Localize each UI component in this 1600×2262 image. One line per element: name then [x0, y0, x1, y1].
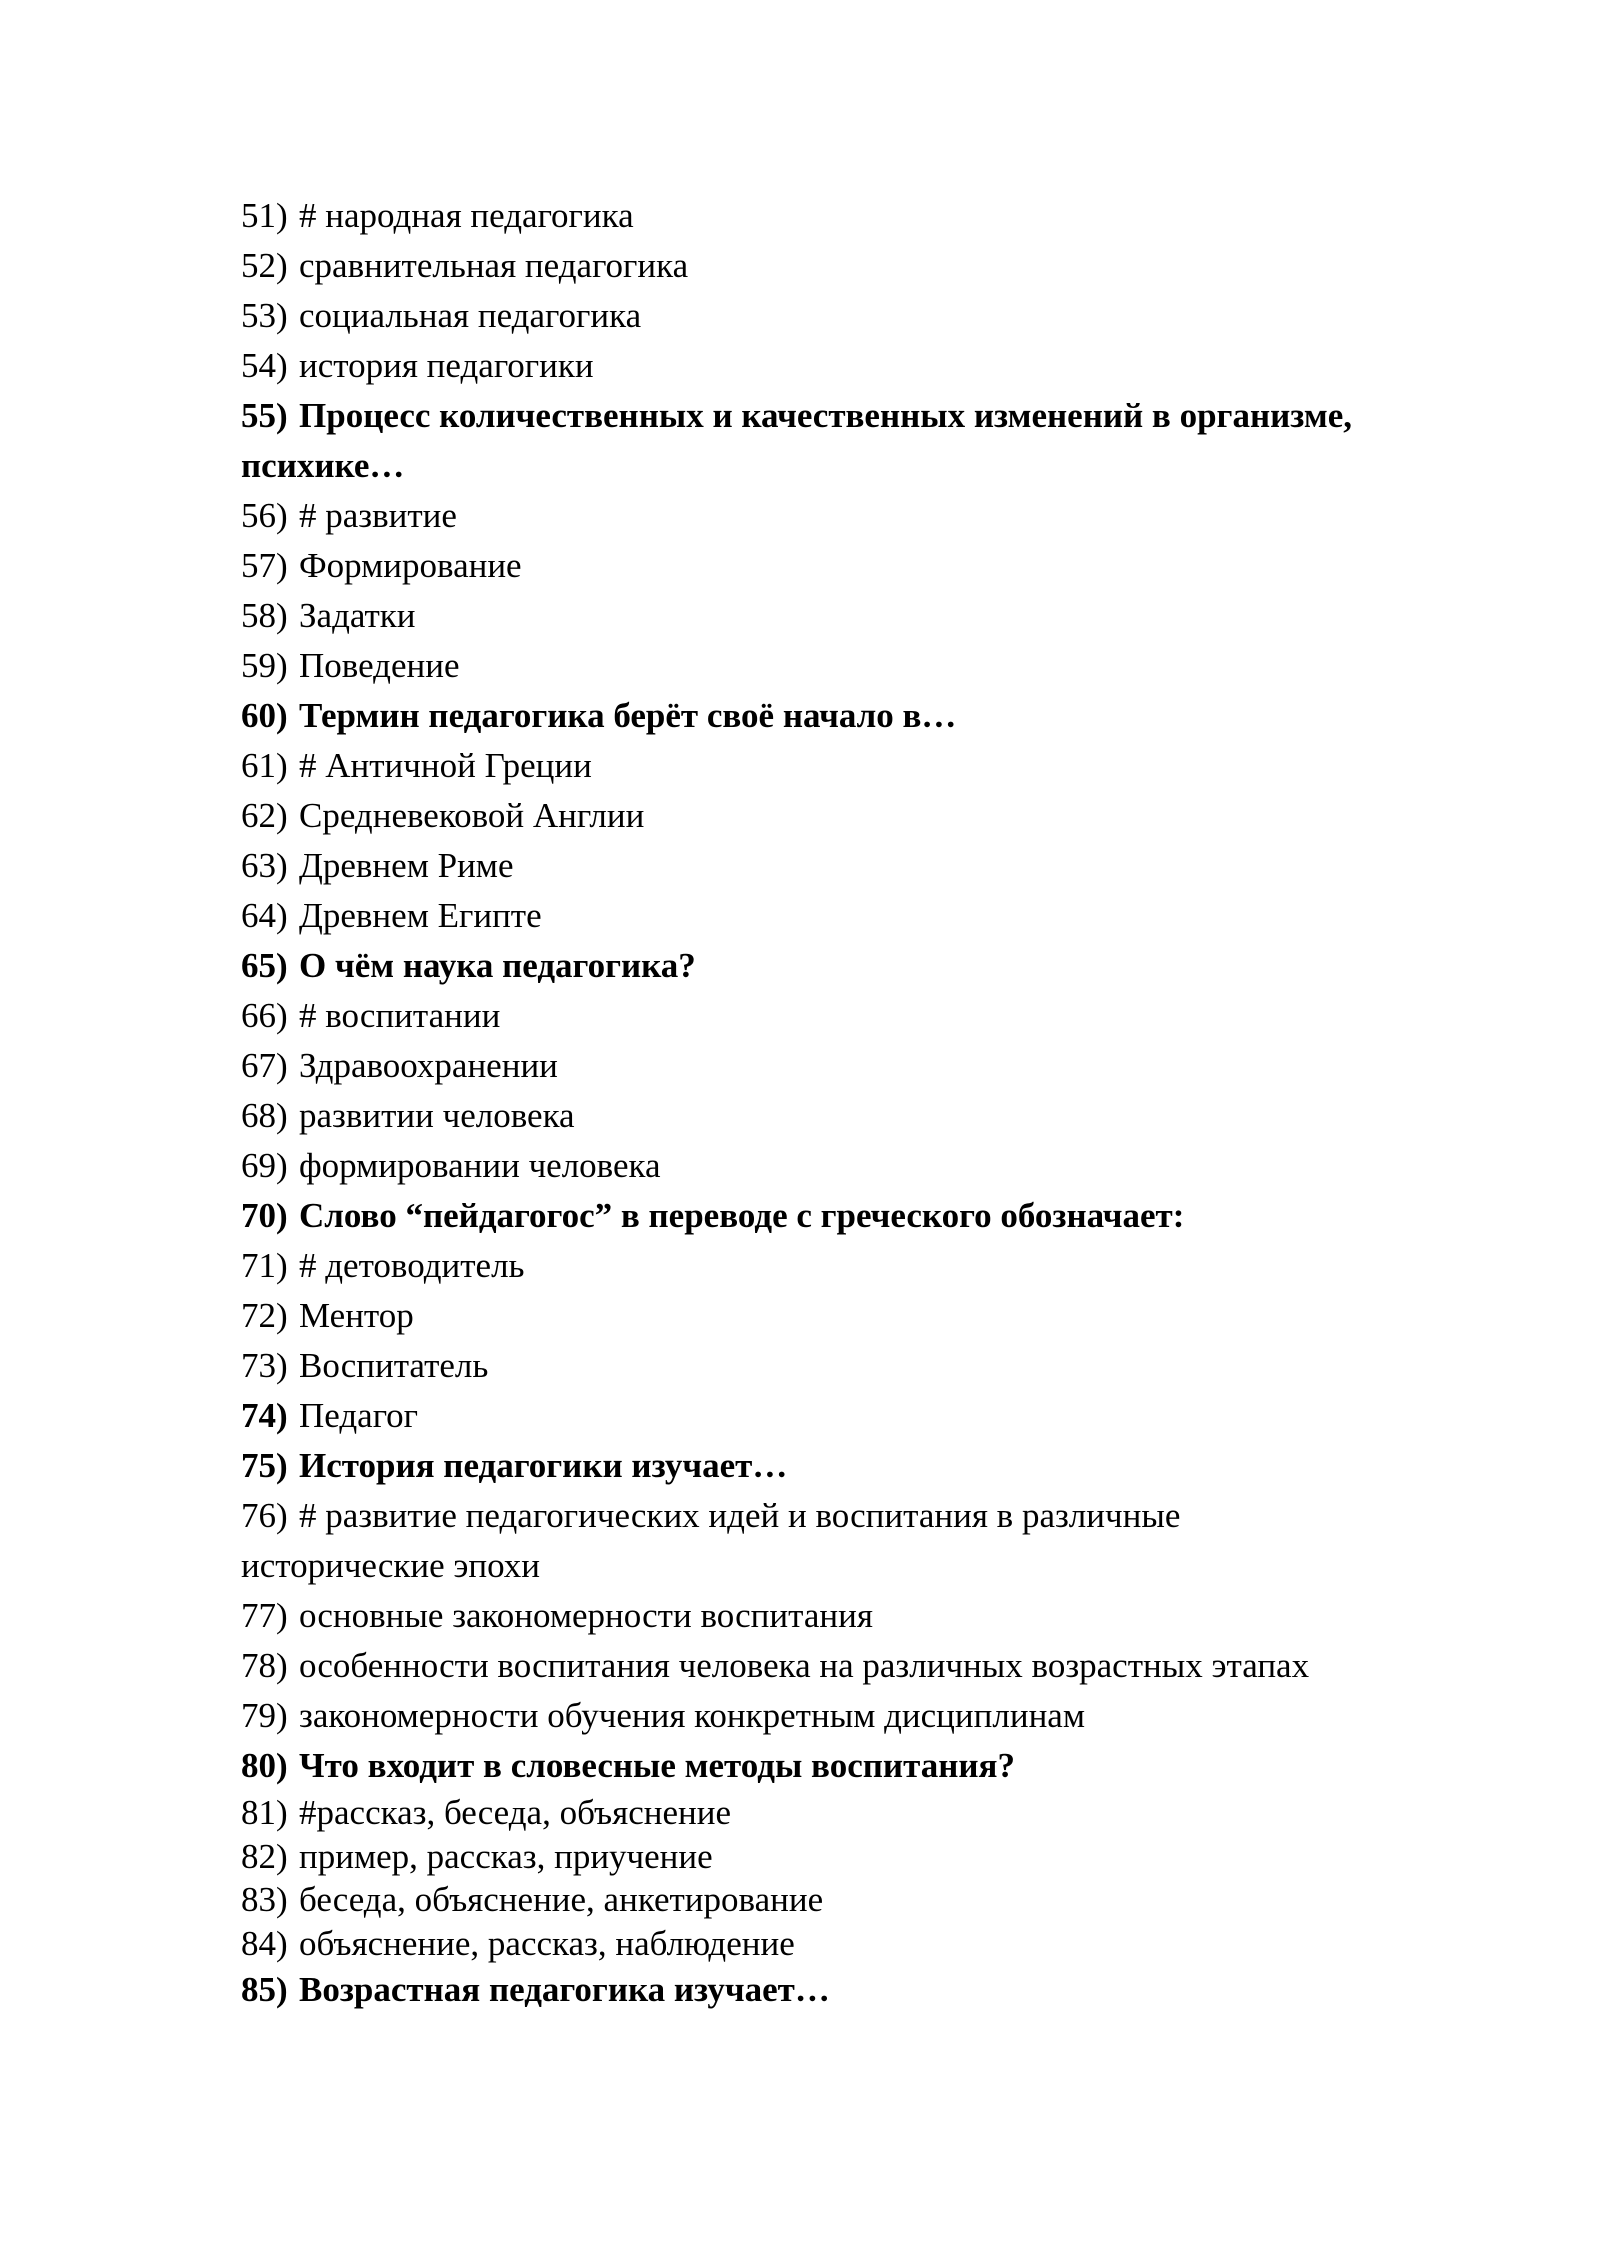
item-text: # развитие педагогических идей и воспитания в различные исторические эпохи [241, 1496, 1181, 1585]
item-number: 63) [241, 846, 288, 885]
item-text: Формирование [299, 546, 522, 585]
item-number: 81) [241, 1793, 288, 1832]
answer-option [241, 991, 1391, 1041]
item-text: Задатки [299, 596, 416, 635]
question-text: Термин педагогика берёт своё начало в… [299, 696, 957, 735]
item-text: Воспитатель [299, 1346, 489, 1385]
answer-option [241, 641, 1391, 691]
item-number: 84) [241, 1923, 288, 1963]
item-number: 85) [241, 1970, 288, 2009]
item-text: формировании человека [299, 1146, 661, 1185]
item-text: объяснение, рассказ, наблюдение [299, 1923, 795, 1963]
item-text: беседа, объяснение, анкетирование [299, 1880, 824, 1919]
question [241, 1191, 1391, 1241]
question [241, 1441, 1391, 1491]
item-number: 60) [241, 696, 288, 735]
item-number: 78) [241, 1646, 288, 1685]
answer-option [241, 241, 1391, 291]
item-text: # Античной Греции [299, 746, 592, 785]
answer-option [241, 841, 1391, 891]
item-text: # развитие [299, 496, 457, 535]
item-number: 73) [241, 1346, 288, 1385]
answer-option [241, 1341, 1391, 1391]
item-text: Древнем Египте [299, 896, 542, 935]
item-text: основные закономерности воспитания [299, 1596, 873, 1635]
item-text: Педагог [299, 1396, 419, 1435]
item-number: 68) [241, 1096, 288, 1135]
item-text: Здравоохранении [299, 1046, 558, 1085]
item-text: социальная педагогика [299, 296, 642, 335]
item-number: 51) [241, 196, 288, 235]
answer-option [241, 1391, 1391, 1441]
question [241, 941, 1391, 991]
answer-option [241, 741, 1391, 791]
item-text: # народная педагогика [299, 196, 634, 235]
item-number: 56) [241, 496, 288, 535]
answer-option [241, 491, 1391, 541]
item-number: 67) [241, 1046, 288, 1085]
answer-option [241, 291, 1391, 341]
answer-option [241, 541, 1391, 591]
item-number: 55) [241, 396, 288, 435]
item-number: 72) [241, 1296, 288, 1335]
item-text: закономерности обучения конкретным дисциплинам [299, 1696, 1085, 1735]
item-number: 53) [241, 296, 288, 335]
answer-option [241, 791, 1391, 841]
question [241, 1965, 1391, 2015]
answer-option [241, 1241, 1391, 1291]
item-number: 54) [241, 346, 288, 385]
item-text: # детоводитель [299, 1246, 525, 1285]
item-number: 75) [241, 1446, 288, 1485]
question-text: Возрастная педагогика изучает… [299, 1970, 830, 2009]
question-text: Процесс количественных и качественных изменений в организме, психике… [241, 396, 1352, 485]
answer-option [241, 1878, 1391, 1922]
item-text: Поведение [299, 646, 460, 685]
item-number: 69) [241, 1146, 288, 1185]
item-number: 62) [241, 796, 288, 835]
item-text: история педагогики [299, 346, 594, 385]
item-number: 64) [241, 896, 288, 935]
answer-option [241, 1591, 1391, 1641]
item-number: 80) [241, 1746, 288, 1785]
item-text: развитии человека [299, 1096, 575, 1135]
answer-option [241, 1835, 1391, 1879]
item-text: Ментор [299, 1296, 414, 1335]
item-text: #рассказ, беседа, объяснение [299, 1793, 731, 1832]
item-text: сравнительная педагогика [299, 246, 689, 285]
answer-option [241, 1141, 1391, 1191]
answer-option [241, 1091, 1391, 1141]
item-number: 71) [241, 1246, 288, 1285]
item-number: 58) [241, 596, 288, 635]
answer-option [241, 191, 1391, 241]
item-number: 74) [241, 1396, 288, 1435]
answer-option [241, 1041, 1391, 1091]
item-text: особенности воспитания человека на различных возрастных этапах [299, 1646, 1310, 1685]
question [241, 691, 1391, 741]
question-text: История педагогики изучает… [299, 1446, 788, 1485]
answer-option [241, 1291, 1391, 1341]
item-number: 83) [241, 1880, 288, 1919]
item-text: Древнем Риме [299, 846, 514, 885]
question-text: Что входит в словесные методы воспитания? [299, 1746, 1015, 1785]
answer-option [241, 1641, 1391, 1691]
item-number: 52) [241, 246, 288, 285]
answer-option [241, 1791, 1391, 1835]
question-text: О чём наука педагогика? [299, 946, 696, 985]
answer-option [241, 891, 1391, 941]
question-text: Слово “пейдагогос” в переводе с греческого обозначает: [299, 1196, 1185, 1235]
item-number: 65) [241, 946, 288, 985]
answer-option [241, 341, 1391, 391]
item-number: 61) [241, 746, 288, 785]
test-list [241, 191, 1391, 2015]
question [241, 1741, 1391, 1791]
answer-option [241, 591, 1391, 641]
item-text: пример, рассказ, приучение [299, 1836, 713, 1876]
item-number: 70) [241, 1196, 288, 1235]
item-number: 59) [241, 646, 288, 685]
item-number: 57) [241, 546, 288, 585]
answer-option [241, 1922, 1391, 1966]
item-text: Средневековой Англии [299, 796, 645, 835]
item-number: 82) [241, 1836, 288, 1876]
question [241, 391, 1391, 491]
item-number: 77) [241, 1596, 288, 1635]
item-number: 76) [241, 1496, 288, 1535]
item-text: # воспитании [299, 996, 501, 1035]
item-number: 79) [241, 1696, 288, 1735]
answer-option [241, 1491, 1391, 1591]
item-number: 66) [241, 996, 288, 1035]
answer-option [241, 1691, 1391, 1741]
